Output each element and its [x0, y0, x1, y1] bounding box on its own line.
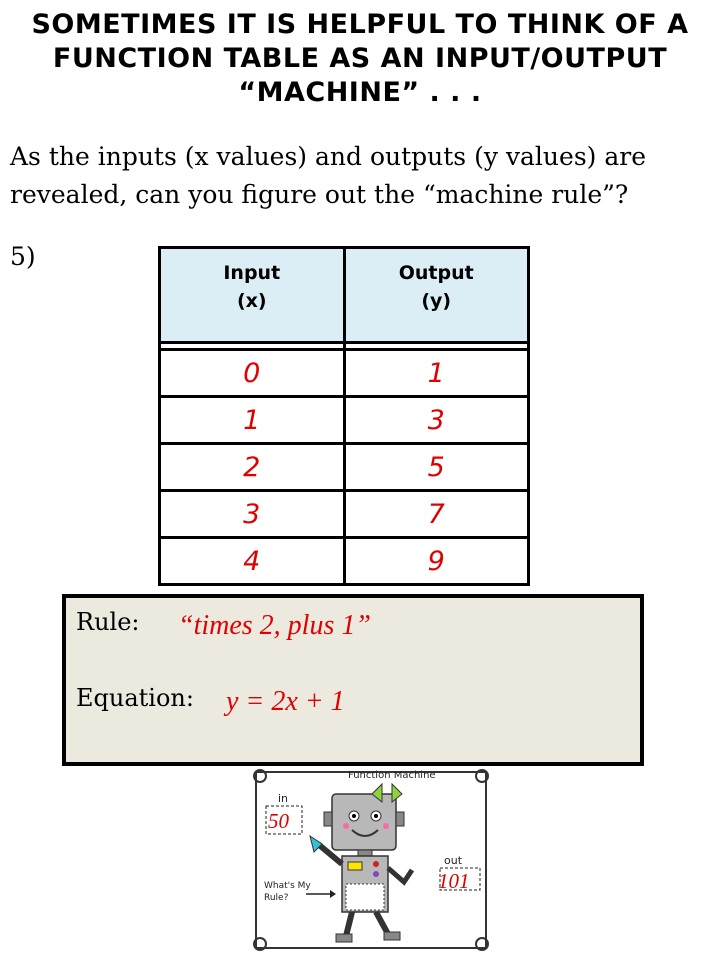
rule-box — [62, 594, 644, 766]
input-cell: 0 — [160, 350, 345, 397]
output-cell: 7 — [344, 491, 529, 538]
input-cell: 4 — [160, 538, 345, 585]
output-cell: 1 — [344, 350, 529, 397]
in-value: 50 — [268, 809, 289, 833]
output-header-label: Output — [398, 262, 474, 284]
title-line-1: SOMETIMES IT IS HELPFUL TO THINK OF A — [31, 9, 689, 40]
table-gap — [160, 343, 529, 350]
output-cell: 5 — [344, 444, 529, 491]
out-label: out — [444, 854, 463, 867]
input-cell: 3 — [160, 491, 345, 538]
input-header-var: (x) — [236, 290, 267, 312]
input-header — [160, 248, 345, 343]
whats-my-rule-line-1: What's My — [264, 881, 311, 891]
function-table — [158, 246, 530, 586]
table-row — [160, 538, 529, 585]
output-cell: 3 — [344, 397, 529, 444]
table-row — [160, 350, 529, 397]
output-header — [344, 248, 529, 343]
function-machine-illustration — [248, 764, 494, 956]
equation-label: Equation: — [76, 684, 194, 712]
intro-line-2: revealed, can you figure out the “machine rule”? — [10, 180, 629, 209]
equation-value: y = 2x + 1 — [226, 686, 345, 717]
table-header-row — [160, 248, 529, 343]
table-row — [160, 397, 529, 444]
problem-number: 5) — [10, 242, 36, 271]
intro-text — [10, 138, 710, 214]
title-line-3: “MACHINE” . . . — [238, 77, 482, 108]
input-header-label: Input — [223, 262, 281, 284]
output-cell: 9 — [344, 538, 529, 585]
output-header-var: (y) — [421, 290, 452, 312]
out-value: 101 — [438, 869, 470, 893]
input-cell: 1 — [160, 397, 345, 444]
intro-line-1: As the inputs (x values) and outputs (y values) are — [10, 142, 646, 171]
rule-value: “times 2, plus 1” — [178, 610, 371, 641]
machine-title: Function Machine — [348, 770, 436, 781]
input-cell: 2 — [160, 444, 345, 491]
whats-my-rule-line-2: Rule? — [264, 893, 289, 903]
table-row — [160, 444, 529, 491]
in-label: in — [278, 792, 289, 805]
page-title — [10, 8, 710, 110]
rule-label: Rule: — [76, 608, 140, 636]
table-row — [160, 491, 529, 538]
title-line-2: FUNCTION TABLE AS AN INPUT/OUTPUT — [52, 43, 668, 74]
